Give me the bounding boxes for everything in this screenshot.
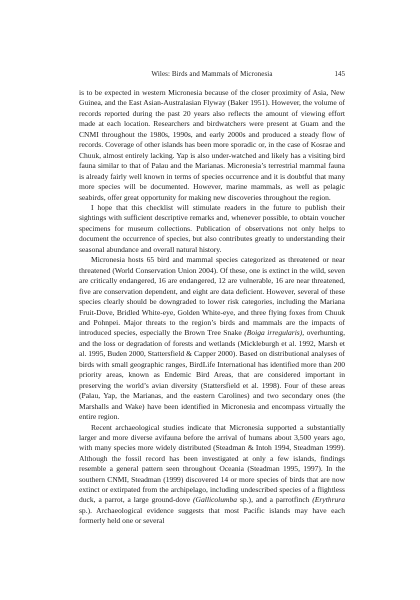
paragraph-3-text-b: overhunting, and the loss or degradation of forests and wetlands (Mickleburgh et al. 1992, Marsh et al. 1995, Buden 2000, Stattersfield & Capper 2000). Based on distributional analyses of birds with small geographic ranges, BirdLife International has identified more than 200 priority areas, known as Endemic Bird Areas, that are considered important in preserving the world’s avian diversity (Stattersfield et al. 1998). Four of these areas (Palau, Yap, the Marianas, and the eastern Carolines) and two secondary ones (the Marshalls and Wake) have been identified in Micronesia and encompass virtually the entire region. <box>79 328 345 422</box>
page-number: 145 <box>334 70 345 78</box>
body-text <box>79 88 345 527</box>
paragraph-4 <box>79 423 345 527</box>
genus-name-erythrura: (Erythrura <box>312 495 345 505</box>
running-head-title: Wiles: Birds and Mammals of Micronesia <box>151 70 273 78</box>
paragraph-4-text-a: Recent archaeological studies indicate that Micronesia supported a substantially larger and more diverse avifauna before the arrival of humans about 3,500 years ago, with many species more widely distributed (Steadman & Intoh 1994, Steadman 1999). Although the fossil record has been investigated at only a few islands, findings resemble a general pattern seen throughout Oceania (Steadman 1995, 1997). In the southern CNMI, Steadman (1999) discovered 14 or more species of birds that are now extinct or extirpated from the archipelago, including undescribed species of a flightless duck, a parrot, a large ground-dove <box>79 422 345 505</box>
paragraph-3 <box>79 255 345 422</box>
paragraph-4-text-b: sp.), and a parrotfinch <box>237 495 313 505</box>
paragraph-3-text-a: Micronesia hosts 65 bird and mammal species categorized as threatened or near threatened (World Conservation Union 2004). Of these, one is extinct in the wild, seven are critically endangered, 16 are endangered, 12 are vulnerable, 16 are near threatened, five are conservation dependent, and eight are data deficient. However, several of these species clearly should be downgraded to lower risk categories, including the Mariana Fruit-Dove, Bridled White-eye, Golden White-eye, and three flying foxes from Chuuk and Pohnpei. Major threats to the region’s birds and mammals are the impacts of introduced species, especially the Brown Tree Snake <box>79 255 345 338</box>
genus-name-gallicolumba: (Gallicolumba <box>193 495 238 505</box>
paragraph-2: I hope that this checklist will stimulate readers in the future to publish their sightings with sufficient descriptive remarks and, whenever possible, to obtain voucher specimens for museum collections. Publication of observations not only helps to document the occurrence of species, but also contributes greatly to understanding their seasonal abundance and overall natural history. <box>79 202 345 254</box>
paragraph-4-text-c: sp.). Archaeological evidence suggests that most Pacific islands may have each formerly held one or several <box>79 505 345 526</box>
running-head <box>79 68 345 80</box>
paragraph-1: is to be expected in western Micronesia because of the closer proximity of Asia, New Guinea, and the East Asian-Australasian Flyway (Baker 1951). However, the volume of records reported during the past 20 years also reflects the amount of viewing effort made at each location. Researchers and birdwatchers were present at Guam and the CNMI throughout the 1980s, 1990s, and early 2000s and produced a steady flow of records. Coverage of other islands has been more sporadic or, in the case of Kosrae and Chuuk, almost entirely lacking. Yap is also under-watched and likely has a visiting bird fauna similar to that of Palau and the Marianas. Micronesia’s terrestrial mammal fauna is already fairly well known in terms of species occurrence and it is doubtful that many more species will be documented. However, marine mammals, as well as pelagic seabirds, offer great opportunity for making new discoveries throughout the region. <box>79 88 345 202</box>
species-name-boiga: (Boiga irregularis), <box>244 328 305 338</box>
